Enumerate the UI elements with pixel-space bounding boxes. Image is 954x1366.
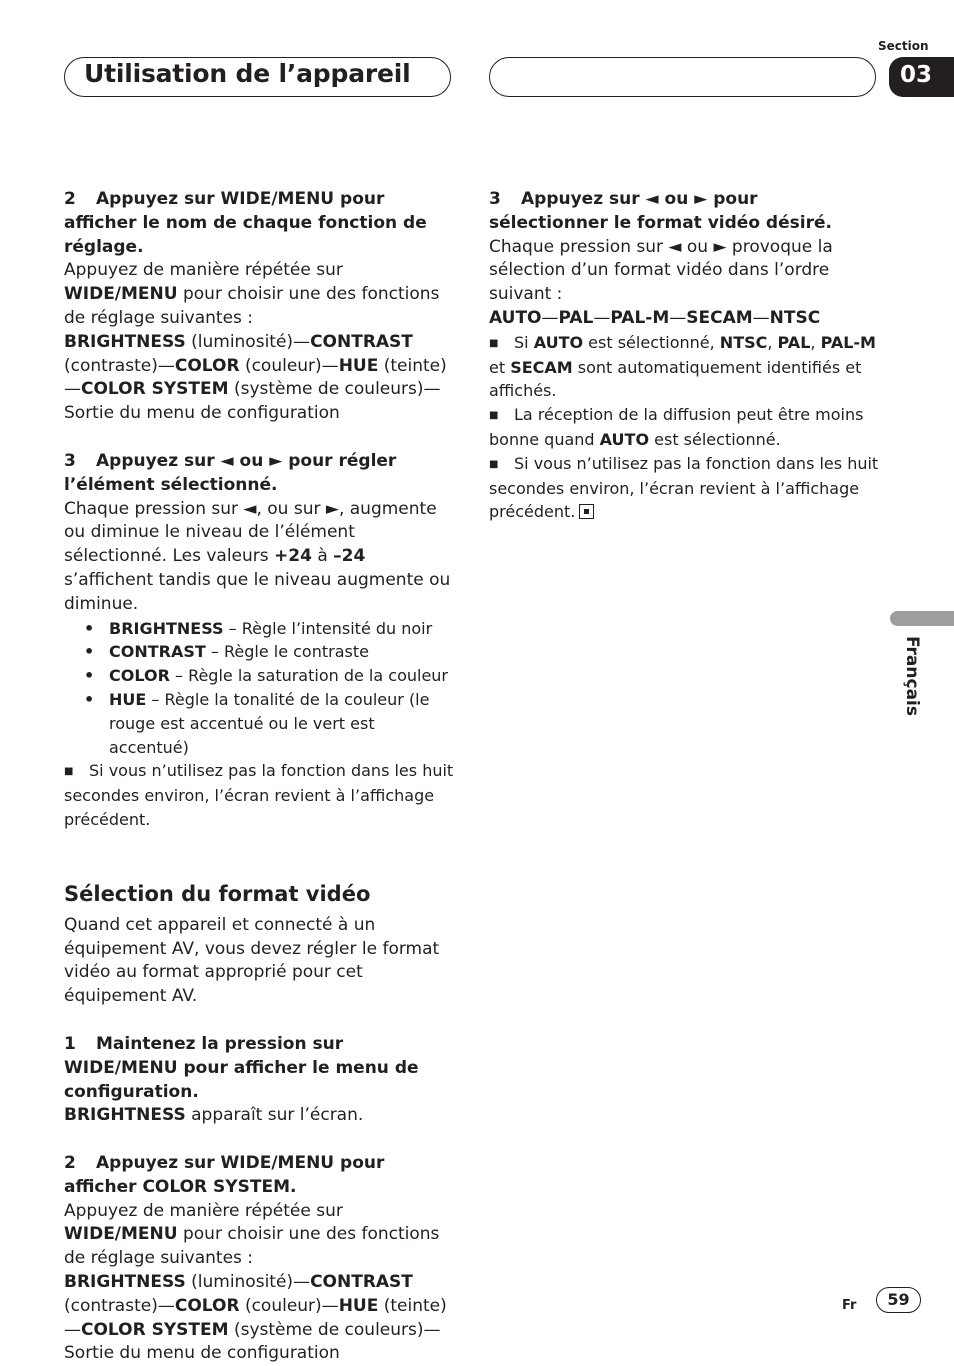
page-number: 59	[876, 1287, 921, 1313]
seq-text: (contraste)—	[64, 1295, 175, 1316]
step-body	[64, 259, 456, 330]
list-item	[64, 617, 456, 641]
section-heading: Sélection du format vidéo	[64, 881, 371, 906]
seq-separator: —	[669, 307, 687, 328]
step-title: Maintenez la pression sur WIDE/MENU pour afficher le menu de configuration.	[64, 1033, 419, 1102]
format-term: PAL	[558, 307, 594, 328]
note	[64, 759, 456, 831]
format-term: SECAM	[686, 307, 753, 328]
step-title: Appuyez sur WIDE/MENU pour afficher le nom de chaque fonction de réglage.	[64, 189, 427, 257]
header-blank-frame	[489, 57, 876, 97]
body-text: apparaît sur l’écran.	[185, 1105, 364, 1126]
body-bold: +24	[274, 546, 312, 567]
body-bold: WIDE/MENU	[64, 1224, 178, 1245]
list-desc: – Règle la saturation de la couleur	[169, 666, 448, 686]
square-bullet-icon: ■	[489, 337, 499, 349]
seq-term: HUE	[338, 355, 379, 376]
note-text: et	[489, 357, 511, 377]
note	[489, 452, 881, 524]
step-number: 2	[64, 1153, 76, 1174]
list-desc: – Règle le contraste	[205, 642, 369, 662]
step-heading	[64, 1033, 456, 1104]
seq-text: (luminosité)—	[185, 1272, 311, 1293]
seq-text: (luminosité)—	[185, 331, 311, 352]
end-of-section-icon	[579, 504, 594, 519]
body-bold: BRIGHTNESS	[64, 1105, 186, 1126]
step-body	[64, 1104, 456, 1128]
seq-text: (contraste)—	[64, 355, 175, 376]
note-text: sont automatiquement identifiés et affichés.	[489, 357, 862, 401]
seq-term: HUE	[338, 1295, 379, 1316]
seq-text: (couleur)—	[239, 355, 339, 376]
note-bold: NTSC	[719, 332, 768, 352]
left-column	[64, 188, 456, 1366]
seq-term: COLOR	[174, 1295, 240, 1316]
right-column	[489, 188, 881, 524]
note	[489, 331, 881, 403]
seq-term: BRIGHTNESS	[64, 331, 186, 352]
body-bold: WIDE/MENU	[64, 284, 178, 305]
body-text: Appuyez de manière répétée sur	[64, 1200, 343, 1221]
step-body: Chaque pression sur ◄ ou ► provoque la sélection d’un format vidéo dans l’ordre suivant :	[489, 236, 833, 305]
seq-separator: —	[541, 307, 559, 328]
body-text: Chaque pression sur ◄, ou sur ►, augmente ou diminue le niveau de l’élément sélectionné. Les valeurs	[64, 498, 437, 567]
function-sequence	[64, 331, 456, 426]
list-item	[64, 664, 456, 688]
note-text: Si	[514, 332, 534, 352]
note-bold: SECAM	[510, 357, 573, 377]
note-bold: AUTO	[533, 332, 584, 352]
body-bold: –24	[333, 546, 366, 567]
step-heading	[489, 188, 881, 236]
page-title: Utilisation de l’appareil	[84, 59, 411, 88]
footer-language-code: Fr	[842, 1298, 857, 1313]
step-body	[64, 1200, 456, 1271]
step-number: 2	[64, 189, 76, 209]
list-item	[64, 688, 456, 759]
body-text: pour choisir une des fonctions de réglage suivantes :	[64, 1224, 440, 1269]
body-text: pour choisir une des fonctions de réglage suivantes :	[64, 284, 440, 328]
format-term: PAL-M	[610, 307, 670, 328]
section-label: Section	[878, 39, 929, 53]
language-label: Français	[902, 636, 922, 716]
note-text: Si vous n’utilisez pas la fonction dans les huit secondes environ, l’écran revient à l’affichage précédent.	[489, 453, 879, 522]
language-tab-marker	[890, 611, 954, 626]
seq-text: (teinte) —	[64, 355, 447, 400]
step-heading	[64, 1152, 456, 1200]
body-text: Appuyez de manière répétée sur	[64, 260, 343, 281]
seq-term: CONTRAST	[310, 1272, 413, 1293]
step-title: Appuyez sur ◄ ou ► pour régler l’élément sélectionné.	[64, 450, 397, 495]
seq-term: CONTRAST	[310, 331, 413, 352]
step-heading	[64, 450, 456, 498]
square-bullet-icon: ■	[489, 410, 499, 422]
seq-text: (couleur)—	[239, 1295, 339, 1316]
note	[489, 403, 881, 452]
list-desc: – Règle l’intensité du noir	[223, 618, 433, 638]
seq-term: COLOR SYSTEM	[81, 379, 229, 400]
step-number: 1	[64, 1033, 76, 1054]
step-heading	[64, 188, 456, 259]
intro-paragraph: Quand cet appareil et connecté à un équipement AV, vous devez régler le format vidéo au format approprié pour cet équipement AV.	[64, 914, 440, 1007]
list-term: HUE	[109, 689, 147, 709]
note-text: La réception de la diffusion peut être moins bonne quand	[489, 405, 864, 449]
adjustment-list	[64, 617, 456, 760]
format-sequence	[489, 307, 881, 331]
format-term: AUTO	[489, 307, 542, 328]
seq-text: (teinte) —	[64, 1295, 447, 1340]
note-text: Si vous n’utilisez pas la fonction dans les huit secondes environ, l’écran revient à l’affichage précédent.	[64, 761, 454, 829]
list-term: CONTRAST	[109, 642, 206, 662]
body-text: à	[311, 546, 334, 567]
seq-text: (système de couleurs)— Sortie du menu de configuration	[64, 1319, 441, 1364]
seq-term: BRIGHTNESS	[64, 1272, 186, 1293]
seq-term: COLOR SYSTEM	[81, 1319, 229, 1340]
format-term: NTSC	[769, 307, 821, 328]
seq-text: (système de couleurs)— Sortie du menu de configuration	[64, 379, 441, 424]
note-bold: AUTO	[599, 429, 650, 449]
list-term: BRIGHTNESS	[109, 618, 224, 638]
step-title: Appuyez sur ◄ ou ► pour sélectionner le format vidéo désiré.	[489, 189, 832, 233]
note-text: ,	[810, 332, 821, 352]
section-number-badge: 03	[889, 57, 954, 97]
step-body	[64, 498, 456, 617]
note-text: est sélectionné.	[649, 429, 781, 449]
note-bold: PAL-M	[820, 332, 876, 352]
body-text: s’affichent tandis que le niveau augmente ou diminue.	[64, 569, 451, 614]
step-number: 3	[64, 450, 76, 471]
list-item	[64, 640, 456, 664]
step-number: 3	[489, 189, 501, 209]
seq-separator: —	[752, 307, 770, 328]
step-title: Appuyez sur WIDE/MENU pour afficher COLOR SYSTEM.	[64, 1153, 385, 1197]
square-bullet-icon: ■	[489, 458, 499, 470]
note-text: est sélectionné,	[583, 332, 720, 352]
seq-term: COLOR	[174, 355, 240, 376]
note-text: ,	[767, 332, 778, 352]
list-desc: – Règle la tonalité de la couleur (le rouge est accentué ou le vert est accentué)	[109, 689, 430, 757]
note-bold: PAL	[777, 332, 811, 352]
seq-separator: —	[593, 307, 611, 328]
square-bullet-icon: ■	[64, 766, 74, 778]
list-term: COLOR	[109, 666, 170, 686]
